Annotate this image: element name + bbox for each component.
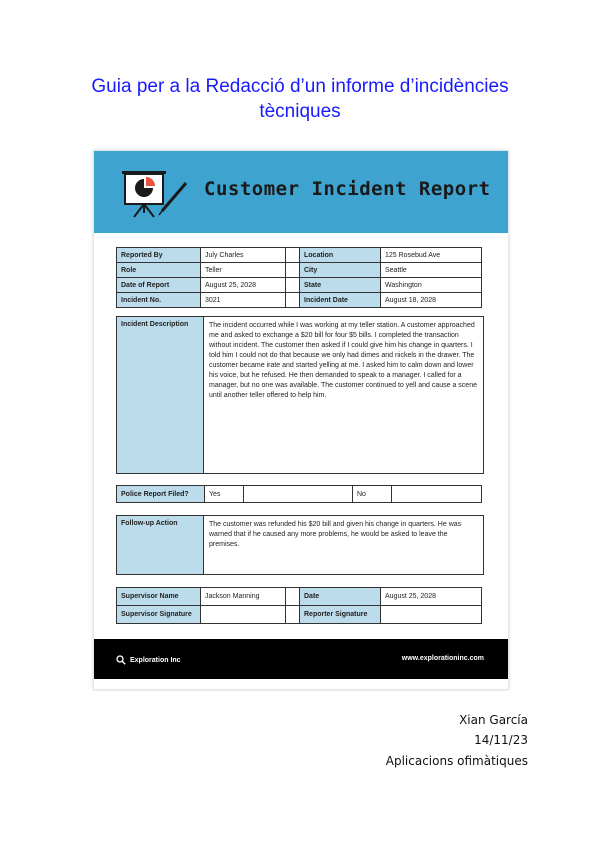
report-banner [94, 151, 508, 233]
table-row [117, 248, 482, 263]
location-label: Location [300, 248, 381, 263]
police-no-option: No [353, 486, 392, 503]
date-of-report-value: August 25, 2028 [201, 278, 286, 293]
document-title [0, 74, 600, 124]
table-row [117, 606, 482, 624]
follow-up-label: Follow-up Action [117, 516, 204, 574]
incident-description-block [116, 316, 484, 474]
supervisor-date-value: August 25, 2028 [381, 588, 482, 606]
police-no-box [392, 486, 482, 503]
role-value: Teller [201, 263, 286, 278]
supervisor-name-value: Jackson Manning [201, 588, 286, 606]
follow-up-block [116, 515, 484, 575]
city-label: City [300, 263, 381, 278]
footer-brand [116, 655, 181, 665]
incident-description-text: The incident occurred while I was working at my teller station. A customer approached me and asked to exchange a $20 bill for four $5 bills. I completed the transaction without incident. The customer then asked if I could give him his change in quarters. I told him I could not do that because we only had dimes and nickels in the drawer. The customer became irate and started yelling at me. I asked him to calm down and lower his voice, but he refused. He then demanded to speak to a manager. I called for a manager, but no one was available. The customer continued to yell and cause a scene until another teller offered to help him. [209, 322, 477, 399]
table-row [117, 278, 482, 293]
state-value: Washington [381, 278, 482, 293]
location-value: 125 Rosebud Ave [381, 248, 482, 263]
subject-name: Aplicacions ofimàtiques [385, 754, 528, 768]
report-footer [94, 639, 508, 679]
reporter-signature-value [381, 606, 482, 624]
date-of-report-label: Date of Report [117, 278, 201, 293]
presentation-easel-pie-icon [122, 167, 190, 223]
follow-up-text: The customer was refunded his $20 bill and given his change in quarters. He was warned that if he caused any more problems, he would be asked to leave the premises. [209, 521, 462, 548]
footer-website: www.explorationinc.com [401, 655, 484, 662]
table-row [117, 588, 482, 606]
incident-description-label: Incident Description [117, 317, 204, 473]
info-table [116, 247, 482, 308]
police-yes-box [244, 486, 353, 503]
report-title: Customer Incident Report [204, 178, 491, 200]
supervisor-name-label: Supervisor Name [117, 588, 201, 606]
supervisor-table [116, 587, 482, 624]
reported-by-value: July Charles [201, 248, 286, 263]
table-row [117, 486, 482, 503]
state-label: State [300, 278, 381, 293]
table-row [117, 293, 482, 308]
incident-report-image [93, 150, 509, 690]
incident-no-value: 3021 [201, 293, 286, 308]
role-label: Role [117, 263, 201, 278]
police-report-label: Police Report Filed? [117, 486, 205, 503]
author-name: Xian García [459, 713, 528, 727]
supervisor-date-label: Date [300, 588, 381, 606]
police-yes-option: Yes [205, 486, 244, 503]
incident-date-value: August 18, 2028 [381, 293, 482, 308]
supervisor-signature-value [201, 606, 286, 624]
magnifier-icon [116, 655, 126, 665]
incident-no-label: Incident No. [117, 293, 201, 308]
reporter-signature-label: Reporter Signature [300, 606, 381, 624]
incident-date-label: Incident Date [300, 293, 381, 308]
table-row [117, 263, 482, 278]
document-title-line1: Guia per a la Redacció d’un informe d’incidències [91, 76, 509, 97]
reported-by-label: Reported By [117, 248, 201, 263]
supervisor-signature-label: Supervisor Signature [117, 606, 201, 624]
document-date: 14/11/23 [474, 733, 528, 747]
police-report-table [116, 485, 482, 503]
document-title-line2: tècniques [259, 101, 341, 122]
footer-brand-name: Exploration Inc [130, 656, 181, 664]
city-value: Seattle [381, 263, 482, 278]
